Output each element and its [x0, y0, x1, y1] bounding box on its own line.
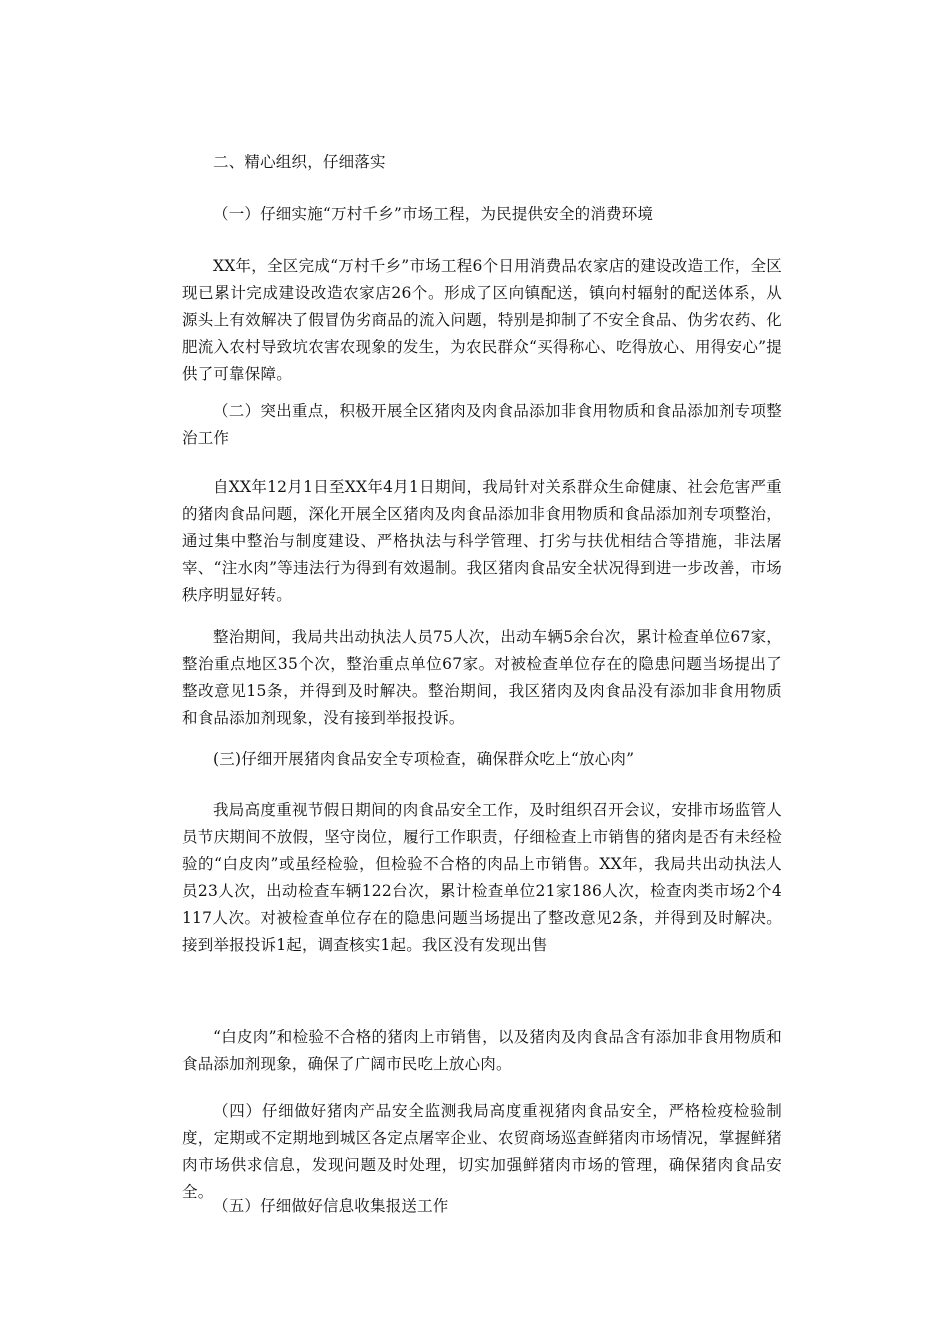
subheading-2: （二）突出重点，积极开展全区猪肉及肉食品添加非食用物质和食品添加剂专项整治工作 — [182, 402, 782, 447]
paragraph-1: XX年，全区完成“万村千乡”市场工程6个日用消费品农家店的建设改造工作，全区现已累计完成建设改造农家店26个。形成了区向镇配送，镇向村辐射的配送体系，从源头上有效解决了假冒伪劣商品的流入问题，特别是抑制了不安全食品、伪劣农药、化肥流入农村导致坑农害农现象的发生，为农民群众“买得称心、吃得放心、用得安心”提供了可靠保障。 — [182, 257, 782, 383]
paragraph-3: 整治期间，我局共出动执法人员75人次，出动车辆5余台次，累计检查单位67家，整治重点地区35个次，整治重点单位67家。对被检查单位存在的隐患问题当场提出了整改意见15条，并得到及时解决。整治期间，我区猪肉及肉食品没有添加非食用物质和食品添加剂现象，没有接到举报投诉。 — [182, 628, 782, 727]
paragraph-4: 我局高度重视节假日期间的肉食品安全工作，及时组织召开会议，安排市场监管人员节庆期间不放假，坚守岗位，履行工作职责，仔细检查上市销售的猪肉是否有未经检验的“白皮肉”或虽经检验，但检验不合格的肉品上市销售。XX年，我局共出动执法人员23人次，出动检查车辆122台次，累计检查单位21家186人次，检查肉类市场2个4117人次。对被检查单位存在的隐患问题当场提出了整改意见2条，并得到及时解决。接到举报投诉1起，调查核实1起。我区没有发现出售 — [182, 801, 782, 954]
subheading-3: (三)仔细开展猪肉食品安全专项检查，确保群众吃上“放心肉” — [213, 750, 635, 768]
section-title: 二、精心组织，仔细落实 — [213, 153, 386, 171]
subheading-1: （一）仔细实施“万村千乡”市场工程，为民提供安全的消费环境 — [213, 205, 654, 223]
subheading-4: （四）仔细做好猪肉产品安全监测我局高度重视猪肉食品安全，严格检疫检验制度，定期或不定期地到城区各定点屠宰企业、农贸商场巡查鲜猪肉市场情况，掌握鲜猪肉市场供求信息，发现问题及时处理，切实加强鲜猪肉市场的管理，确保猪肉食品安全。 — [182, 1102, 782, 1201]
paragraph-2: 自XX年12月1日至XX年4月1日期间，我局针对关系群众生命健康、社会危害严重的猪肉食品问题，深化开展全区猪肉及肉食品添加非食用物质和食品添加剂专项整治，通过集中整治与制度建设、严格执法与科学管理、打劣与扶优相结合等措施，非法屠宰、“注水肉”等违法行为得到有效遏制。我区猪肉食品安全状况得到进一步改善，市场秩序明显好转。 — [182, 478, 782, 604]
subheading-5: （五）仔细做好信息收集报送工作 — [213, 1197, 449, 1215]
paragraph-5: “白皮肉”和检验不合格的猪肉上市销售，以及猪肉及肉食品含有添加非食用物质和食品添加剂现象，确保了广阔市民吃上放心肉。 — [182, 1028, 782, 1073]
